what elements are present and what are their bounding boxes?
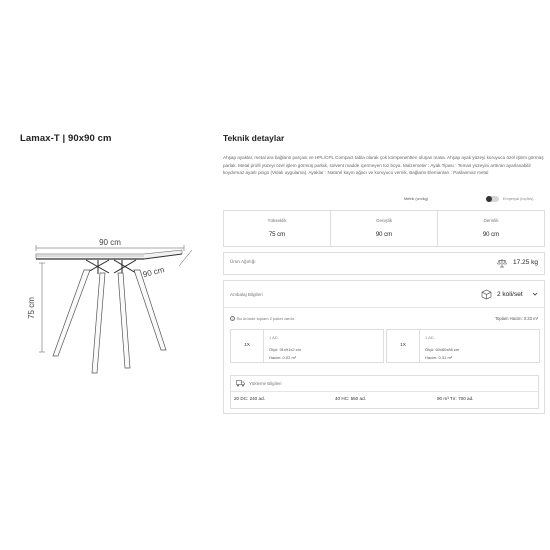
box-icon [481, 289, 492, 300]
dimension-width [331, 211, 438, 246]
dimension-value: 90 cm [482, 232, 500, 238]
dimensions-panel [223, 210, 545, 247]
loading-row [231, 396, 538, 406]
table-drawing [14, 228, 204, 378]
dimension-label: Genişlik [375, 218, 392, 223]
packaging-info [230, 316, 295, 321]
unit-switch[interactable] [486, 196, 499, 202]
dimension-value: 90 cm [375, 232, 393, 238]
info-icon: i [230, 316, 235, 321]
parcel-volume: Hacim: 0.31 m³ [425, 355, 453, 360]
table-top [36, 250, 182, 259]
parcel-volume: Hacim: 0.02 m³ [269, 355, 297, 360]
parcel-count: 1 AD. [269, 335, 279, 340]
wooden-legs [53, 270, 166, 373]
product-description: Ahşap ayaklar, metal ara bağlantı parçası ve HPL/CPL Compact tabla olarak çok kompenentten oluşan masa. Ahşap ayak yüzeyi koruyucu özel işlem görmüş parlak. Metal profil yüzeyi özel işlem görmüş parlak, solvent madde içermeyen toz boya. Malzemeler : Ayak Tipası : Temas yüzeyini arttıran ayarlanabilir koydırmaz ayarlı pingo (Vidalı uygulama). Ayaklar : Natürel kayın ağacı ve koruyucu vernik. Bağlantı Elemanları : Paslanmaz metal [223, 155, 544, 176]
packaging-value: 2 koli/set [497, 291, 523, 298]
parcel-size: Ölçü: 91x91x2 cm [269, 347, 302, 352]
height-dimension [27, 263, 45, 352]
loading-label: Yükleme Bilgileri [249, 381, 282, 386]
unit-switch-knob [486, 196, 492, 202]
dimension-depth [438, 211, 544, 246]
parcel-size: Ölçü: 60x60x86 cm [425, 347, 460, 352]
loading-header [231, 376, 538, 392]
dimension-value: 75 cm [268, 232, 286, 238]
dimension-label: Yükseklik [267, 218, 287, 223]
metal-connector [86, 260, 136, 274]
depth-label: 90 cm [141, 265, 166, 280]
packaging-total-volume: Toplam Hacim: 0.33 m³ [494, 316, 538, 321]
scale-icon [497, 258, 507, 268]
parcel-qty: 1X [387, 330, 420, 362]
parcel-card [230, 329, 384, 363]
packaging-panel [223, 280, 545, 414]
loading-item: 40 HC: 550 ad. [335, 396, 366, 401]
unit-imperial-label: Emperyal (inç/lbs) [503, 197, 534, 201]
section-title: Teknik detaylar [223, 133, 285, 143]
loading-item: 90 m³ Tır: 700 ad. [437, 396, 474, 401]
unit-toggle[interactable] [404, 196, 544, 204]
loading-item: 20 DC: 240 ad. [234, 396, 265, 401]
packaging-header[interactable] [224, 281, 544, 308]
width-label: 90 cm [99, 238, 121, 247]
loading-panel [230, 375, 539, 409]
dimension-label: Derinlik [483, 218, 499, 223]
parcel-qty: 1X [231, 330, 264, 362]
parcel-card [386, 329, 540, 363]
truck-icon [236, 380, 245, 387]
height-label: 75 cm [27, 297, 36, 319]
product-title: Lamax-T | 90x90 cm [20, 133, 112, 144]
width-dimension [36, 238, 184, 251]
chevron-down-icon[interactable] [532, 291, 538, 297]
packaging-label: Ambalaj Bilgileri [230, 292, 263, 297]
weight-label: Ürün Ağırlığı [230, 259, 256, 264]
unit-metric-label: Metrik (cm/kg) [404, 197, 429, 201]
weight-value: 17.25 kg [513, 259, 538, 266]
weight-row [223, 252, 545, 275]
packaging-info-text: Bu üründe toplam 2 paket vardır. [237, 316, 296, 321]
parcel-count: 1 AD. [425, 335, 435, 340]
dimension-height [224, 211, 331, 246]
